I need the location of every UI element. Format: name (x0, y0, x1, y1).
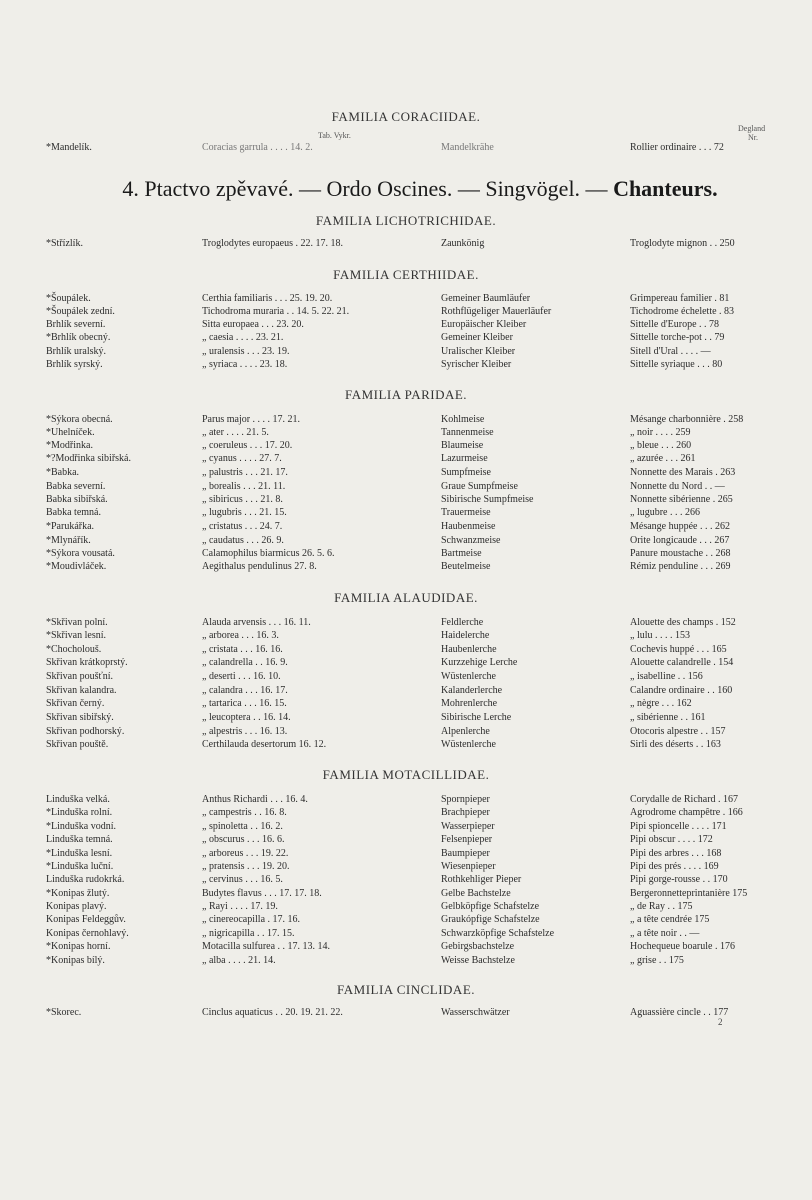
species-row (0, 413, 812, 426)
french-name: Pipi spioncelle . . . . 171 (630, 821, 727, 832)
latin-name: „ cyanus . . . . 27. 7. (202, 453, 282, 464)
czech-name: Babka severní. (46, 481, 106, 492)
species-row (0, 466, 812, 479)
german-name: Sibirische Lerche (441, 712, 512, 723)
french-name: Nonnette du Nord . . — (630, 481, 725, 492)
family-title-coraciidae: FAMILIA CORACIIDAE. (331, 109, 481, 124)
french-name: Orite longicaude . . . 267 (630, 535, 730, 546)
german-name: Rothflügeliger Mauerläufer (441, 306, 552, 317)
order-title-main: 4. Ptactvo zpěvavé. — Ordo Oscines. — Singvögel. — (122, 176, 614, 201)
czech-name: *Mlynářík. (46, 535, 91, 546)
german-name: Gemeiner Kleiber (441, 332, 513, 343)
french-name: Cochevis huppé . . . 165 (630, 644, 727, 655)
czech-name: *Konipas žlutý. (46, 888, 110, 899)
french-name: Sittelle d'Europe . . 78 (630, 319, 720, 330)
nr-column-header: Nr. (748, 133, 758, 142)
french-name: Otocoris alpestre . . 157 (630, 726, 726, 737)
species-row (0, 927, 812, 940)
species-row (0, 860, 812, 873)
species-row (0, 725, 812, 738)
species-row (0, 873, 812, 886)
latin-name: „ palustris . . . 21. 17. (202, 467, 288, 478)
latin-name: „ sibiricus . . . 21. 8. (202, 494, 283, 505)
czech-name: Konipas černohlavý. (46, 928, 129, 939)
french-name: „ azurée . . . 261 (630, 453, 696, 464)
latin-name: Aegithalus pendulinus 27. 8. (202, 561, 317, 572)
latin-name: „ leucoptera . . 16. 14. (202, 712, 291, 723)
french-name: Bergeronnetteprintanière 175 (630, 888, 748, 899)
german-name: Zaunkönig (441, 238, 485, 249)
species-row (0, 643, 812, 656)
french-name: „ grise . . 175 (630, 955, 684, 966)
species-row (0, 806, 812, 819)
german-name: Schwanzmeise (441, 535, 501, 546)
french-name: „ bleue . . . 260 (630, 440, 692, 451)
german-name: Syrischer Kleiber (441, 359, 512, 370)
french-name: Rémiz penduline . . . 269 (630, 561, 731, 572)
czech-name: Skřivan černý. (46, 698, 105, 709)
french-name: Sitell d'Ural . . . . — (630, 346, 711, 357)
german-name: Schwarzköpfige Schafstelze (441, 928, 555, 939)
czech-name: *Linduška lesní. (46, 848, 113, 859)
french-name: „ noir . . . . 259 (630, 427, 691, 438)
species-row (0, 1006, 812, 1019)
latin-name: „ uralensis . . . 23. 19. (202, 346, 290, 357)
french-name: Agrodrome champêtre . 166 (630, 807, 743, 818)
german-name: Wiesenpieper (441, 861, 496, 872)
latin-name: „ Rayi . . . . 17. 19. (202, 901, 278, 912)
french-name: Alouette calandrelle . 154 (630, 657, 734, 668)
species-row (0, 629, 812, 642)
french-name: Pipi gorge-rousse . . 170 (630, 874, 728, 885)
german-name: Wüstenlerche (441, 739, 496, 750)
czech-name: Brhlík severní. (46, 319, 106, 330)
family-title: FAMILIA CINCLIDAE. (336, 982, 476, 997)
german-name: Uralischer Kleiber (441, 346, 516, 357)
species-row (0, 900, 812, 913)
species-row (0, 452, 812, 465)
czech-name: Linduška velká. (46, 794, 110, 805)
french-name: Sittelle torche-pot . . 79 (630, 332, 725, 343)
czech-name: Brhlík syrský. (46, 359, 103, 370)
species-row (0, 439, 812, 452)
french-name: Alouette des champs . 152 (630, 617, 736, 628)
species-row (0, 331, 812, 344)
french-name: „ a tête cendrée 175 (630, 914, 710, 925)
czech-name: *Modřinka. (46, 440, 93, 451)
latin-name: „ lugubris . . . 21. 15. (202, 507, 287, 518)
species-row (0, 697, 812, 710)
french-name: „ nègre . . . 162 (630, 698, 692, 709)
german-name: Blaumeise (441, 440, 484, 451)
species-row (0, 141, 812, 154)
german-name: Trauermeise (441, 507, 491, 518)
czech-name: Skřivan pouště. (46, 739, 109, 750)
french-name: „ sibérienne . . 161 (630, 712, 706, 723)
latin-name: „ cervinus . . . 16. 5. (202, 874, 283, 885)
species-row (0, 305, 812, 318)
species-row (0, 616, 812, 629)
species-row (0, 887, 812, 900)
latin-name: „ alba . . . . 21. 14. (202, 955, 276, 966)
order-title-bold: Chanteurs. (613, 176, 718, 201)
latin-name: „ calandra . . . 16. 17. (202, 685, 288, 696)
latin-name: „ deserti . . . 16. 10. (202, 671, 281, 682)
latin-name: „ cristata . . . 16. 16. (202, 644, 283, 655)
german-name: Gelbe Bachstelze (441, 888, 511, 899)
species-row (0, 670, 812, 683)
czech-name: *Šoupálek zední. (46, 306, 115, 317)
french-name: Corydalle de Richard . 167 (630, 794, 739, 805)
german-name: Sumpfmeise (441, 467, 491, 478)
french-name: Mésange huppée . . . 262 (630, 521, 730, 532)
latin-name: „ cristatus . . . 24. 7. (202, 521, 283, 532)
german-name: Spornpieper (441, 794, 490, 805)
latin-name: Certhia familiaris . . . 25. 19. 20. (202, 293, 333, 304)
czech-name: *Linduška luční. (46, 861, 114, 872)
latin-name: „ spinoletta . . 16. 2. (202, 821, 283, 832)
species-row (0, 656, 812, 669)
latin-name: Cinclus aquaticus . . 20. 19. 21. 22. (202, 1007, 343, 1018)
czech-name: *Skřivan polní. (46, 617, 108, 628)
family-title: FAMILIA LICHOTRICHIDAE. (315, 213, 497, 228)
czech-name: *Chocholouš. (46, 644, 102, 655)
czech-name: *Skorec. (46, 1007, 82, 1018)
german-name: Haubenlerche (441, 644, 497, 655)
species-row (0, 318, 812, 331)
latin-name: „ arborea . . . 16. 3. (202, 630, 279, 641)
french-name: Panure moustache . . 268 (630, 548, 731, 559)
czech-name: *Střízlík. (46, 238, 83, 249)
czech-name: *Linduška rolní. (46, 807, 113, 818)
species-row (0, 913, 812, 926)
species-row (0, 520, 812, 533)
latin-name: „ borealis . . . 21. 11. (202, 481, 286, 492)
german-name: Haidelerche (441, 630, 490, 641)
french-name: „ lugubre . . . 266 (630, 507, 700, 518)
french-name: Troglodyte mignon . . 250 (630, 238, 735, 249)
german-name: Haubenmeise (441, 521, 496, 532)
czech-name: Skřivan poušťní. (46, 671, 114, 682)
family-title: FAMILIA ALAUDIDAE. (334, 590, 478, 605)
latin-name: „ arboreus . . . 19. 22. (202, 848, 289, 859)
species-row (0, 547, 812, 560)
czech-name: *Sýkora vousatá. (46, 548, 115, 559)
german-name: Gebirgsbachstelze (441, 941, 515, 952)
latin-name: Sitta europaea . . . 23. 20. (202, 319, 304, 330)
latin-name: Troglodytes europaeus . 22. 17. 18. (202, 238, 344, 249)
species-row (0, 426, 812, 439)
french-name: Sittelle syriaque . . . 80 (630, 359, 723, 370)
french-name: Rollier ordinaire . . . 72 (630, 142, 724, 153)
german-name: Mohrenlerche (441, 698, 498, 709)
german-name: Gelbköpfige Schafstelze (441, 901, 540, 912)
german-name: Kohlmeise (441, 414, 485, 425)
czech-name: *Konipas bílý. (46, 955, 105, 966)
czech-name: Konipas Feldeggův. (46, 914, 126, 925)
latin-name: „ coeruleus . . . 17. 20. (202, 440, 293, 451)
latin-name: „ caudatus . . . 26. 9. (202, 535, 284, 546)
species-row (0, 847, 812, 860)
latin-name: „ tartarica . . . 16. 15. (202, 698, 287, 709)
latin-name: Budytes flavus . . . 17. 17. 18. (202, 888, 322, 899)
german-name: Felsenpieper (441, 834, 493, 845)
german-name: Alpenlerche (441, 726, 490, 737)
latin-name: „ syriaca . . . . 23. 18. (202, 359, 288, 370)
species-row (0, 793, 812, 806)
german-name: Sibirische Sumpfmeise (441, 494, 534, 505)
species-row (0, 820, 812, 833)
german-name: Feldlerche (441, 617, 484, 628)
czech-name: Babka temná. (46, 507, 101, 518)
species-row (0, 345, 812, 358)
czech-name: *Šoupálek. (46, 293, 91, 304)
french-name: „ lulu . . . . 153 (630, 630, 690, 641)
species-row (0, 940, 812, 953)
family-title: FAMILIA PARIDAE. (344, 387, 468, 402)
species-row (0, 506, 812, 519)
german-name: Kalanderlerche (441, 685, 503, 696)
czech-name: Konipas plavý. (46, 901, 107, 912)
french-name: Mésange charbonnière . 258 (630, 414, 744, 425)
czech-name: Linduška rudokrká. (46, 874, 125, 885)
czech-name: Skřivan podhorský. (46, 726, 125, 737)
german-name: Wasserpieper (441, 821, 495, 832)
latin-name: „ campestris . . 16. 8. (202, 807, 287, 818)
latin-name: „ ater . . . . 21. 5. (202, 427, 269, 438)
species-row (0, 738, 812, 751)
german-name: Graukópfige Schafstelze (441, 914, 540, 925)
czech-name: *Linduška vodní. (46, 821, 116, 832)
french-name: Nonnette des Marais . 263 (630, 467, 736, 478)
french-name: Grimpereau familier . 81 (630, 293, 730, 304)
latin-name: Coracias garrula . . . . 14. 2. (202, 142, 313, 153)
french-name: Calandre ordinaire . . 160 (630, 685, 733, 696)
czech-name: *Skřivan lesní. (46, 630, 106, 641)
german-name: Lazurmeise (441, 453, 488, 464)
german-name: Bartmeise (441, 548, 482, 559)
species-row (0, 560, 812, 573)
order-title (40, 176, 800, 202)
czech-name: Skřivan sibiřský. (46, 712, 114, 723)
german-name: Kurzzehige Lerche (441, 657, 518, 668)
latin-name: Calamophilus biarmicus 26. 5. 6. (202, 548, 335, 559)
latin-name: Tichodroma muraria . . 14. 5. 22. 21. (202, 306, 350, 317)
french-name: Pipi des prés . . . . 169 (630, 861, 719, 872)
species-row (0, 292, 812, 305)
french-name: Tichodrome échelette . 83 (630, 306, 735, 317)
french-name: „ de Ray . . 175 (630, 901, 693, 912)
french-name: Hochequeue boarule . 176 (630, 941, 735, 952)
species-row (0, 493, 812, 506)
species-row (0, 833, 812, 846)
latin-name: „ cinereocapilla . 17. 16. (202, 914, 301, 925)
german-name: Graue Sumpfmeise (441, 481, 518, 492)
french-name: Pipi des arbres . . . 168 (630, 848, 722, 859)
german-name: Europäischer Kleiber (441, 319, 527, 330)
german-name: Tannenmeise (441, 427, 494, 438)
tab-column-header: Tab. Vykr. (318, 131, 351, 140)
german-name: Weisse Bachstelze (441, 955, 515, 966)
czech-name: Skřivan kalandra. (46, 685, 117, 696)
species-row (0, 684, 812, 697)
german-name: Mandelkrähe (441, 142, 494, 153)
degland-column-header: Degland (738, 124, 766, 133)
german-name: Baumpieper (441, 848, 490, 859)
czech-name: Skřivan krátkoprstý. (46, 657, 128, 668)
latin-name: Alauda arvensis . . . 16. 11. (202, 617, 311, 628)
czech-name: *Mandelík. (46, 142, 92, 153)
species-row (0, 358, 812, 371)
czech-name: Babka sibiřská. (46, 494, 108, 505)
latin-name: Parus major . . . . 17. 21. (202, 414, 301, 425)
czech-name: *?Modřinka sibiřská. (46, 453, 131, 464)
latin-name: Anthus Richardi . . . 16. 4. (202, 794, 308, 805)
french-name: „ a tête noir . . — (630, 928, 700, 939)
latin-name: Certhilauda desertorum 16. 12. (202, 739, 327, 750)
latin-name: Motacilla sulfurea . . 17. 13. 14. (202, 941, 331, 952)
species-row (0, 711, 812, 724)
french-name: Aguassière cincle . . 177 (630, 1007, 729, 1018)
german-name: Wüstenlerche (441, 671, 496, 682)
french-name: „ isabelline . . 156 (630, 671, 703, 682)
species-row (0, 954, 812, 967)
latin-name: „ nigricapilla . . 17. 15. (202, 928, 295, 939)
latin-name: „ obscurus . . . 16. 6. (202, 834, 285, 845)
german-name: Beutelmeise (441, 561, 491, 572)
species-row (0, 237, 812, 250)
page-number: 2 (718, 1017, 723, 1027)
french-name: Sirli des déserts . . 163 (630, 739, 721, 750)
czech-name: *Uhelníček. (46, 427, 95, 438)
czech-name: *Parukářka. (46, 521, 95, 532)
family-title: FAMILIA CERTHIIDAE. (333, 267, 479, 282)
latin-name: „ calandrella . . 16. 9. (202, 657, 288, 668)
species-row (0, 480, 812, 493)
czech-name: *Babka. (46, 467, 80, 478)
latin-name: „ pratensis . . . 19. 20. (202, 861, 290, 872)
french-name: Pipi obscur . . . . 172 (630, 834, 713, 845)
czech-name: Brhlík uralský. (46, 346, 106, 357)
german-name: Rothkehliger Pieper (441, 874, 522, 885)
czech-name: *Sýkora obecná. (46, 414, 113, 425)
german-name: Brachpieper (441, 807, 490, 818)
czech-name: *Moudivláček. (46, 561, 107, 572)
latin-name: „ alpestris . . . 16. 13. (202, 726, 288, 737)
species-row (0, 534, 812, 547)
czech-name: Linduška temná. (46, 834, 113, 845)
german-name: Gemeiner Baumläufer (441, 293, 531, 304)
family-title: FAMILIA MOTACILLIDAE. (322, 767, 490, 782)
latin-name: „ caesia . . . . 23. 21. (202, 332, 284, 343)
czech-name: *Konipas horní. (46, 941, 111, 952)
czech-name: *Brhlík obecný. (46, 332, 111, 343)
french-name: Nonnette sibérienne . 265 (630, 494, 733, 505)
german-name: Wasserschwätzer (441, 1007, 510, 1018)
